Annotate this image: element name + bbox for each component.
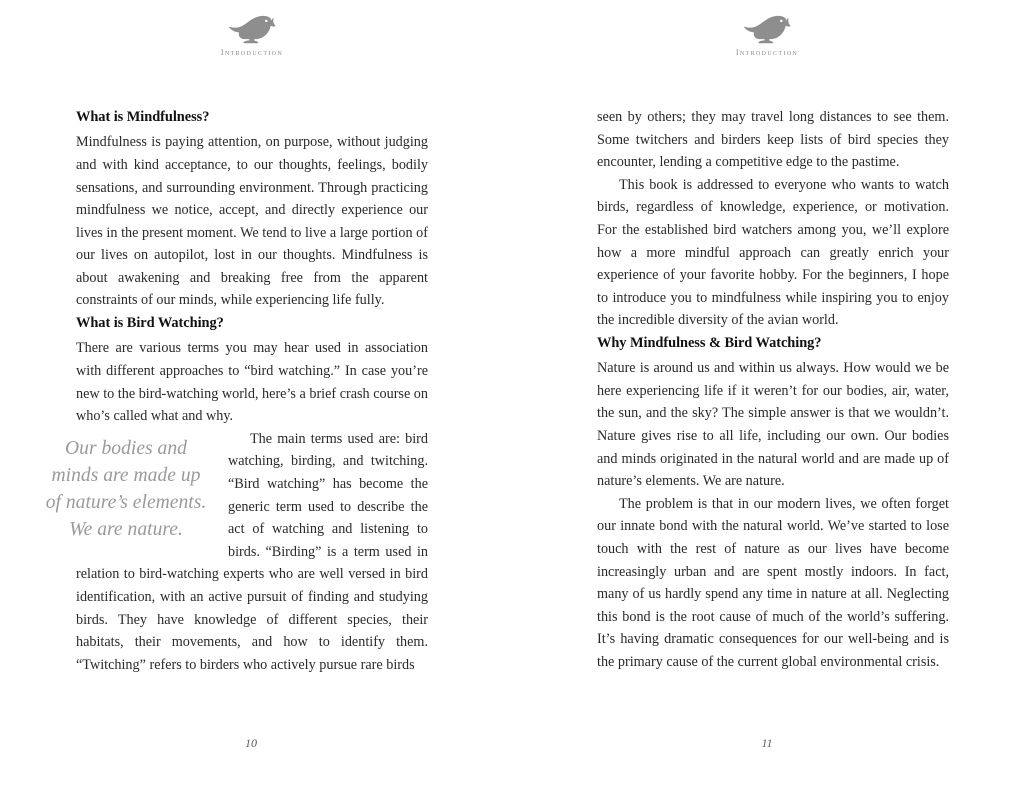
bird-icon (741, 14, 793, 44)
heading-why-mindfulness-and-bird-watching: Why Mindfulness & Bird Watching? (597, 334, 822, 351)
running-head-label: introduction (735, 46, 799, 58)
page-number-right: 11 (761, 736, 773, 750)
text-column-left (45, 106, 428, 676)
paragraph: Mindfulness is paying attention, on purpose, without judging and with kind acceptance, to our thoughts, feelings, bodily sensations, and surrounding environment. Through practicing mindfulness we notice, accept, and directly experience our lives in the present moment. We tend to live a large portion of our lives on autopilot, lost in our thoughts. Mindfulness is about awakening and breaking free from the apparent constraints of our minds, while experiencing life fully. (76, 134, 428, 309)
running-head-right (512, 14, 1024, 58)
pull-quote-line: minds are made up (51, 464, 201, 486)
pull-quote-line: We are nature. (69, 518, 183, 540)
running-head-label: introduction (220, 46, 284, 58)
paragraph: There are various terms you may hear used in association with different approaches to “bird watching.” In case you’re new to the bird-watching world, here’s a brief crash course on who’s called what and why. (76, 340, 428, 425)
pull-quote-line: Our bodies and (65, 437, 187, 459)
paragraph: This book is addressed to everyone who wants to watch birds, regardless of knowledge, experience, or motivation. For the established bird watchers among you, we’ll explore how a more mindful approach can greatly enrich your experience of your favorite hobby. For the beginners, I hope to introduce you to mindfulness while inspiring you to enjoy the incredible diversity of the avian world. (597, 176, 949, 329)
text-column-right (597, 106, 949, 674)
paragraph: The main terms used are: bird watching, birding, and twitching. “Bird watching” has become the generic term used to describe the act of watching and listening to birds. “Birding” is a term used in relation to bird-watching experts who are well versed in bird identification, with an active pursuit of finding and studying birds. They have knowledge of different species, their habitats, their movements, and how to identify them. “Twitching” refers to birders who actively pursue rare birds (76, 430, 428, 673)
paragraph: seen by others; they may travel long distances to see them. Some twitchers and birders keep lists of bird species they encounter, lending a competitive edge to the pastime. (597, 109, 949, 171)
page-right (512, 0, 1024, 788)
heading-what-is-mindfulness: What is Mindfulness? (76, 109, 210, 125)
running-head-left (0, 14, 512, 58)
page-number-left: 10 (245, 736, 257, 750)
pull-quote (38, 435, 214, 543)
heading-what-is-bird-watching: What is Bird Watching? (76, 315, 224, 332)
paragraph: Nature is around us and within us always. How would we be here experiencing life if it weren’t for our bodies, air, water, the sun, and the sky? The simple answer is that we wouldn’t. Nature gives rise to all life, including our own. Our bodies and minds originated in the natural world and are made up of nature’s elements. We are nature. (597, 360, 949, 490)
pull-quote-line: of nature’s elements. (45, 491, 207, 513)
bird-icon (226, 14, 278, 44)
paragraph: The problem is that in our modern lives, we often forget our innate bond with the natural world. We’ve started to lose touch with the rest of nature as our lives have become increasingly urban and are spent mostly indoors. In fact, many of us hardly spend any time in nature at all. Neglecting this bond is the root cause of much of the world’s suffering. It’s having dramatic consequences for our well-being and is the primary cause of the current global environmental crisis. (597, 495, 949, 670)
